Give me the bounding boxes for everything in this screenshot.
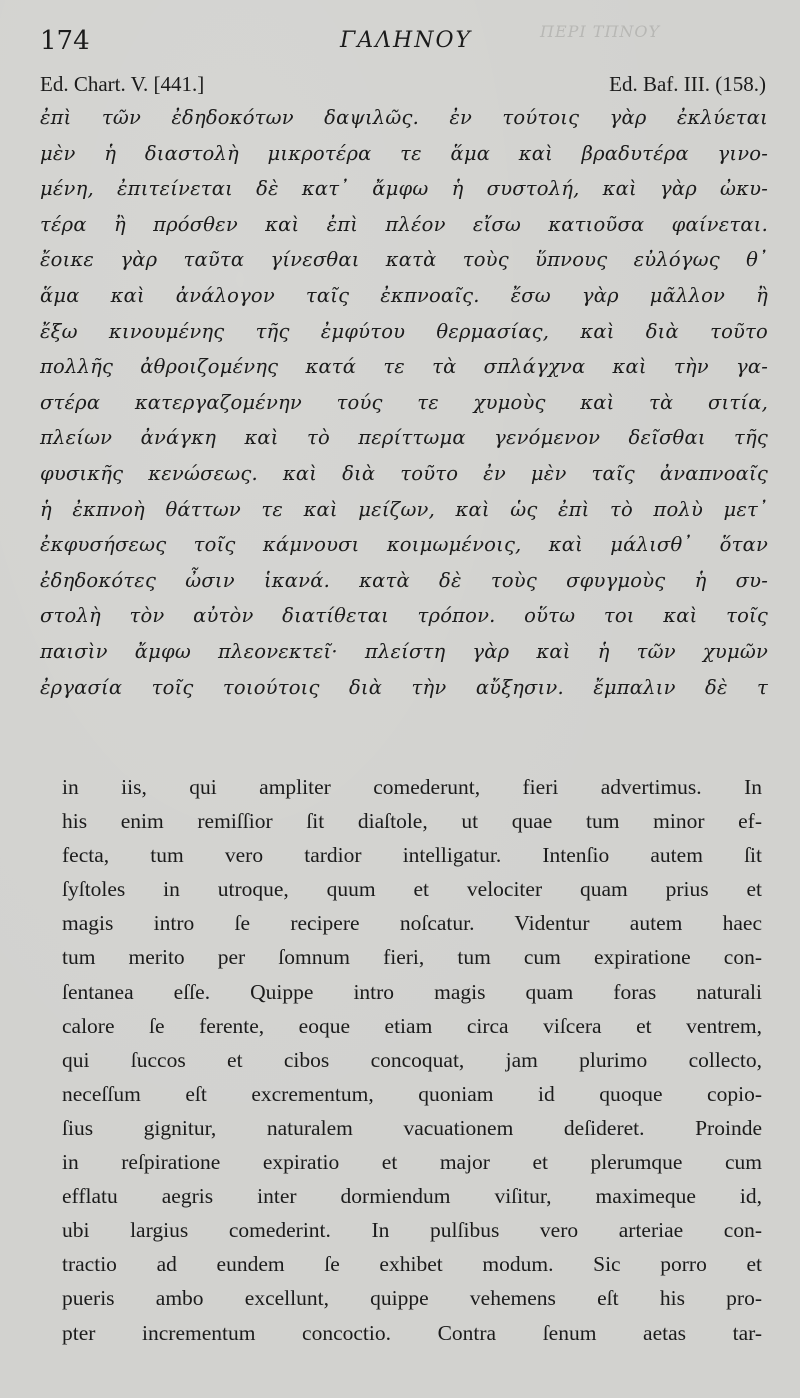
latin-line: his enim remiſſior ſit diaſtole, ut quae tum minor ef-	[62, 809, 762, 834]
greek-line: ἅμα καὶ ἀνάλογον ταῖς ἐκπνοαῖς. ἔσω γὰρ μᾶλλον ἢ	[40, 283, 768, 307]
latin-line: in iis, qui ampliter comederunt, fieri advertimus. In	[62, 775, 762, 799]
greek-line: ἐκφυσήσεως τοῖς κάμνουσι κοιμωμένοις, καὶ μάλισθ᾽ ὅταν	[40, 533, 768, 557]
latin-line: fecta, tum vero tardior intelligatur. Intenſio autem ſit	[62, 843, 762, 868]
greek-text-block	[40, 100, 768, 705]
latin-line: neceſſum eſt excrementum, quoniam id quoque copio-	[62, 1081, 762, 1106]
greek-line: μένη, ἐπιτείνεται δὲ κατ᾽ ἄμφω ἡ συστολή, καὶ γὰρ ὠκυ-	[40, 177, 768, 201]
latin-text-block	[62, 770, 762, 1350]
greek-line: τέρα ἢ πρόσθεν καὶ ἐπὶ πλέον εἴσω κατιοῦσα φαίνεται.	[40, 212, 768, 236]
greek-line: ἔοικε γὰρ ταῦτα γίνεσθαι κατὰ τοὺς ὕπνους εὐλόγως θ᾽	[40, 248, 768, 272]
greek-line: ἡ ἐκπνοὴ θάττων τε καὶ μείζων, καὶ ὡς ἐπὶ τὸ πολὺ μετ᾽	[40, 497, 768, 521]
latin-line: tum merito per ſomnum fieri, tum cum expiratione con-	[62, 945, 762, 970]
edition-chart-reference: Ed. Chart. V. [441.]	[40, 72, 205, 96]
latin-line: ſius gignitur, naturalem vacuationem deſideret. Proinde	[62, 1115, 762, 1140]
latin-line: pueris ambo excellunt, quippe vehemens eſt his pro-	[62, 1286, 762, 1311]
greek-line: παισὶν ἄμφω πλεονεκτεῖ· πλείστη γὰρ καὶ ἡ τῶν χυμῶν	[40, 639, 768, 663]
latin-line: efflatu aegris inter dormiendum viſitur, maximeque id,	[62, 1184, 762, 1209]
greek-line: στέρα κατεργαζομένην τούς τε χυμοὺς καὶ τὰ σιτία,	[40, 390, 768, 414]
running-title: ΓΑΛΗΝΟΥ	[340, 28, 473, 53]
greek-line: στολὴ τὸν αὐτὸν διατίθεται τρόπον. οὕτω τοι καὶ τοῖς	[40, 604, 768, 628]
greek-line: ἔξω κινουμένης τῆς ἐμφύτου θερμασίας, καὶ διὰ τοῦτο	[40, 319, 768, 343]
greek-line: ἐργασία τοῖς τοιούτοις διὰ τὴν αὔξησιν. ἔμπαλιν δὲ τ	[40, 675, 768, 699]
latin-line: qui ſuccos et cibos concoquat, jam plurimo collecto,	[62, 1047, 762, 1072]
bleed-through-header: ΠΕΡΙ ΤΠΝΟΥ	[540, 22, 661, 41]
latin-line: ſyſtoles in utroque, quum et velociter quam prius et	[62, 877, 762, 902]
greek-line: φυσικῆς κενώσεως. καὶ διὰ τοῦτο ἐν μὲν ταῖς ἀναπνοαῖς	[40, 461, 768, 485]
greek-line: πλείων ἀνάγκη καὶ τὸ περίττωμα γενόμενον δεῖσθαι τῆς	[40, 426, 768, 450]
latin-line: calore ſe ferente, eoque etiam circa viſcera et ventrem,	[62, 1013, 762, 1038]
edition-reference-line	[40, 72, 766, 98]
latin-line: ſentanea eſſe. Quippe intro magis quam foras naturali	[62, 979, 762, 1004]
greek-line: πολλῆς ἀθροιζομένης κατά τε τὰ σπλάγχνα καὶ τὴν γα-	[40, 355, 768, 379]
latin-line: ubi largius comederint. In pulſibus vero arteriae con-	[62, 1218, 762, 1243]
latin-line: in reſpiratione expiratio et major et plerumque cum	[62, 1150, 762, 1175]
greek-line: ἐδηδοκότες ὦσιν ἱκανά. κατὰ δὲ τοὺς σφυγμοὺς ἡ συ-	[40, 568, 768, 592]
page-number: 174	[40, 26, 90, 56]
greek-line: μὲν ἡ διαστολὴ μικροτέρα τε ἅμα καὶ βραδυτέρα γινο-	[40, 141, 768, 165]
latin-line: pter incrementum concoctio. Contra ſenum aetas tar-	[62, 1320, 762, 1345]
greek-line: ἐπὶ τῶν ἐδηδοκότων δαψιλῶς. ἐν τούτοις γὰρ ἐκλύεται	[40, 106, 768, 129]
edition-basel-reference: Ed. Baf. III. (158.)	[609, 72, 766, 96]
latin-line: magis intro ſe recipere noſcatur. Videntur autem haec	[62, 911, 762, 936]
latin-line: tractio ad eundem ſe exhibet modum. Sic porro et	[62, 1252, 762, 1277]
